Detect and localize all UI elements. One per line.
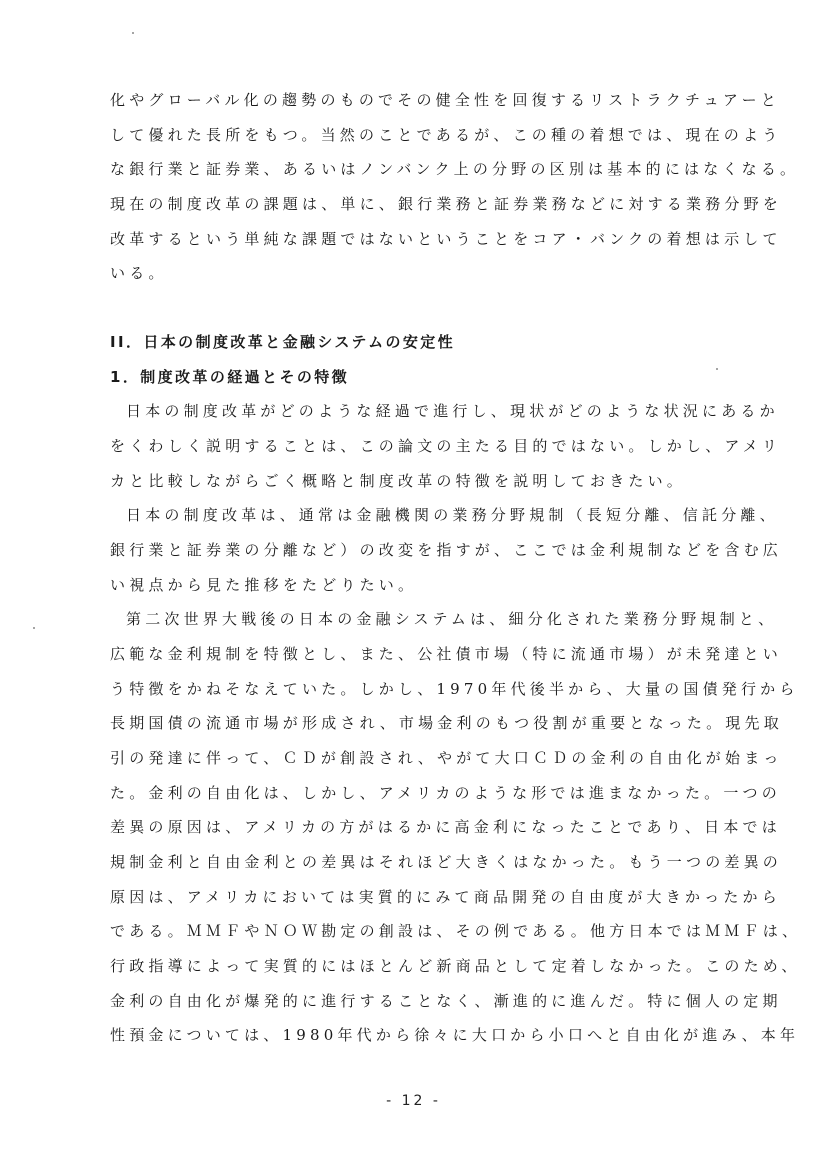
text-line: 改革するという単純な課題ではないということをコア・バンクの着想は示して [110,230,782,248]
text-line: い視点から見た推移をたどりたい。 [110,576,418,594]
text-line: カと比較しながらごく概略と制度改革の特徴を説明しておきたい。 [110,472,687,490]
text-line: である。ＭＭＦやＮＯＷ勘定の創設は、その例である。他方日本ではＭＭＦは、 [110,922,802,940]
text-line: た。金利の自由化は、しかし、アメリカのような形では進まなかった。一つの [110,784,781,802]
subsection-heading: 1．制度改革の経過とその特徴 [110,368,350,386]
text-line: 第二次世界大戦後の日本の金融システムは、細分化された業務分野規制と、 [126,610,778,628]
text-line: 日本の制度改革がどのような経過で進行し、現状がどのような状況にあるか [126,402,779,420]
text-line: う特徴をかねそなえていた。しかし、1970年代後半から、大量の国債発行から [110,680,799,698]
text-line: いる。 [110,264,168,282]
text-line: をくわしく説明することは、この論文の主たる目的ではない。しかし、アメリ [110,437,782,455]
text-line: 日本の制度改革は、通常は金融機関の業務分野規制（長短分離、信託分離、 [126,506,779,524]
text-line: 原因は、アメリカにおいては実質的にみて商品開発の自由度が大きかったから [110,888,781,906]
text-line: 行政指導によって実質的にはほとんど新商品として定着しなかった。このため、 [110,957,801,975]
text-line: な銀行業と証券業、あるいはノンバンク上の分野の区別は基本的にはなくなる。 [110,160,800,178]
page-number: - 12 - [386,1093,441,1109]
text-line: 現在の制度改革の課題は、単に、銀行業務と証券業務などに対する業務分野を [110,195,783,213]
text-line: 引の発達に伴って、ＣＤが創設され、やがて大口ＣＤの金利の自由化が始まっ [110,749,783,767]
scan-speck [33,627,35,629]
text-line: 金利の自由化が爆発的に進行することなく、漸進的に進んだ。特に個人の定期 [110,992,782,1010]
text-line: 銀行業と証券業の分離など）の改変を指すが、ここでは金利規制などを含む広 [110,541,783,559]
scan-speck [132,32,134,34]
text-line: 差異の原因は、アメリカの方がはるかに高金利になったことであり、日本では [110,818,781,836]
text-line: 長期国債の流通市場が形成され、市場金利のもつ役割が重要となった。現先取 [110,714,783,732]
scan-speck [716,368,718,370]
section-heading: II．日本の制度改革と金融システムの安定性 [110,333,456,351]
text-line: 性預金については、1980年代から徐々に大口から小口へと自由化が進み、本年 [110,1026,800,1044]
text-line: 広範な金利規制を特徴とし、また、公社債市場（特に流通市場）が未発達とい [110,645,783,663]
text-line: 規制金利と自由金利との差異はそれほど大きくはなかった。もう一つの差異の [110,853,783,871]
text-line: 化やグローバル化の趨勢のものでその健全性を回復するリストラクチュアーと [110,91,781,109]
text-line: して優れた長所をもつ。当然のことであるが、この種の着想では、現在のよう [110,126,782,144]
